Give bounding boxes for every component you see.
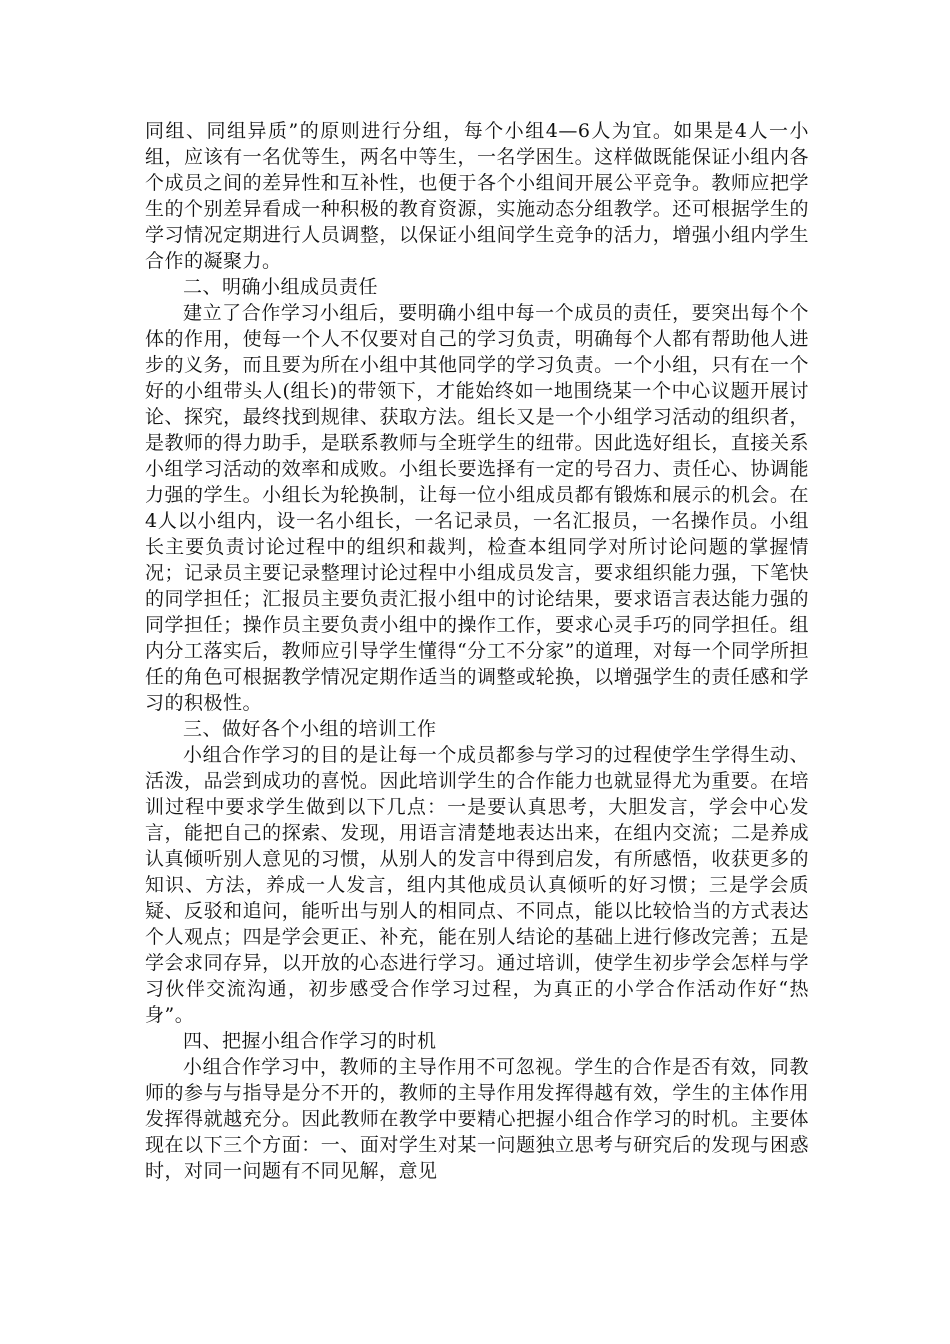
section-heading-2: 二、明确小组成员责任 — [183, 276, 379, 298]
paragraph-member-responsibility: 建立了合作学习小组后，要明确小组中每一个成员的责任，要突出每个个体的作用，使每一个人不仅要对自己的学习负责，明确每个人都有帮助他人进步的义务，而且要为所在小组中其他同学的学习负责。一个小组，只有在一个好的小组带头人(组长)的带领下，才能始终如一地围绕某一个中心议题开展讨论、探究，最终找到规律、获取方法。组长又是一个小组学习活动的组织者，是教师的得力助手，是联系教师与全班学生的纽带。因此选好组长，直接关系小组学习活动的效率和成败。小组长要选择有一定的号召力、责任心、协调能力强的学生。小组长为轮换制，让每一位小组成员都有锻炼和展示的机会。在4人以小组内，设一名小组长，一名记录员，一名汇报员，一名操作员。小组长主要负责讨论过程中的组织和裁判，检查本组同学对所讨论问题的掌握情况；记录员主要记录整理讨论过程中小组成员发言，要求组织能力强，下笔快的同学担任；汇报员主要负责汇报小组中的讨论结果，要求语言表达能力强的同学担任；操作员主要负责小组中的操作工作，要求心灵手巧的同学担任。组内分工落实后，教师应引导学生懂得“分工不分家”的道理，对每一个同学所担任的角色可根据教学情况定期作适当的调整或轮换，以增强学生的责任感和学习的积极性。 — [145, 302, 809, 714]
paragraph-group-training: 小组合作学习的目的是让每一个成员都参与学习的过程使学生学得生动、活泼，品尝到成功的喜悦。因此培训学生的合作能力也就显得尤为重要。在培训过程中要求学生做到以下几点：一是要认真思考，大胆发言，学会中心发言，能把自己的探索、发现，用语言清楚地表达出来，在组内交流；二是养成认真倾听别人意见的习惯，从别人的发言中得到启发，有所感悟，收获更多的知识、方法，养成一人发言，组内其他成员认真倾听的好习惯；三是学会质疑、反驳和追问，能听出与别人的相同点、不同点，能以比较恰当的方式表达个人观点；四是学会更正、补充，能在别人结论的基础上进行修改完善；五是学会求同存异，以开放的心态进行学习。通过培训，使学生初步学会怎样与学习伙伴交流沟通，初步感受合作学习过程，为真正的小学合作活动作好“热身”。 — [145, 744, 809, 1026]
paragraph-grouping-continued: 同组、同组异质”的原则进行分组，每个小组4—6人为宜。如果是4人一小组，应该有一名优等生，两名中等生，一名学困生。这样做既能保证小组内各个成员之间的差异性和互补性，也便于各个小组间开展公平竞争。教师应把学生的个别差异看成一种积极的教育资源，实施动态分组教学。还可根据学生的学习情况定期进行人员调整，以保证小组间学生竞争的活力，增强小组内学生合作的凝聚力。 — [145, 120, 809, 272]
document-body — [145, 118, 809, 1184]
section-heading-4: 四、把握小组合作学习的时机 — [183, 1030, 437, 1052]
paragraph-timing: 小组合作学习中，教师的主导作用不可忽视。学生的合作是否有效，同教师的参与与指导是分不开的，教师的主导作用发挥得越有效，学生的主体作用发挥得就越充分。因此教师在教学中要精心把握小组合作学习的时机。主要体现在以下三个方面：一、面对学生对某一问题独立思考与研究后的发现与困惑时，对同一问题有不同见解，意见 — [145, 1056, 809, 1182]
section-heading-3: 三、做好各个小组的培训工作 — [183, 718, 437, 740]
